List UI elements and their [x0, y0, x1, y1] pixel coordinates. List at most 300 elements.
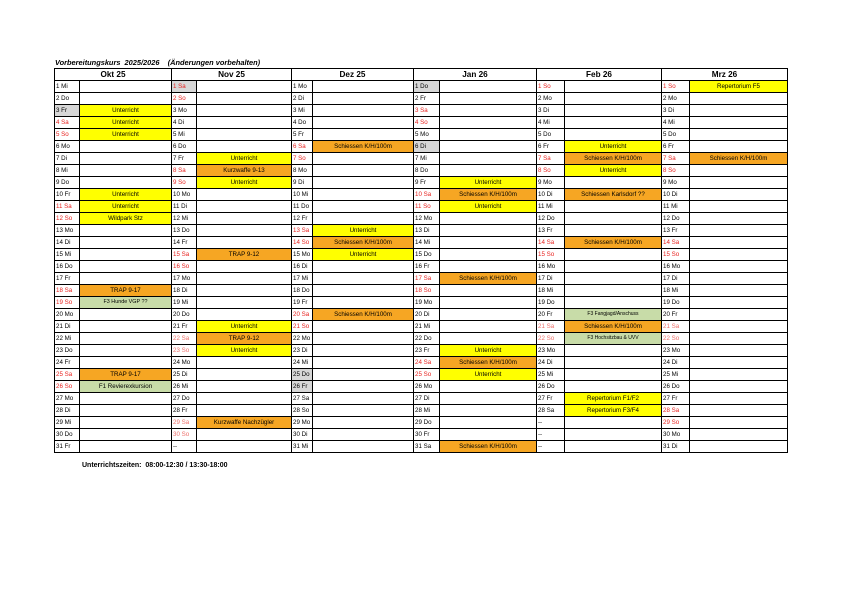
- event-cell: Unterricht: [440, 177, 537, 189]
- empty-event-cell: [565, 129, 662, 141]
- page-title: Vorbereitungskurs 2025/2026 (Änderungen vorbehalten): [55, 58, 261, 67]
- day-cell: 4 Sa: [55, 117, 80, 129]
- empty-event-cell: [690, 141, 788, 153]
- day-cell: 11 Di: [172, 201, 197, 213]
- day-cell: 14 Di: [55, 237, 80, 249]
- day-cell: 26 Do: [537, 381, 565, 393]
- empty-event-cell: [80, 393, 172, 405]
- empty-event-cell: [313, 129, 414, 141]
- day-cell: 29 So: [662, 417, 690, 429]
- day-cell: 26 Do: [662, 381, 690, 393]
- empty-event-cell: [690, 177, 788, 189]
- day-cell: 5 Do: [662, 129, 690, 141]
- day-cell: 20 Sa: [292, 309, 313, 321]
- day-cell: 26 Mo: [414, 381, 440, 393]
- empty-event-cell: [80, 417, 172, 429]
- calendar-row: [55, 273, 788, 285]
- day-cell: --: [172, 441, 197, 453]
- empty-event-cell: [440, 93, 537, 105]
- empty-event-cell: [565, 105, 662, 117]
- day-cell: 18 Mi: [537, 285, 565, 297]
- empty-event-cell: [565, 345, 662, 357]
- day-cell: 18 Sa: [55, 285, 80, 297]
- empty-event-cell: [565, 441, 662, 453]
- empty-event-cell: [565, 177, 662, 189]
- day-cell: 13 Mo: [55, 225, 80, 237]
- empty-event-cell: [440, 141, 537, 153]
- empty-event-cell: [440, 153, 537, 165]
- empty-event-cell: [690, 285, 788, 297]
- event-cell: Repertorium F3/F4: [565, 405, 662, 417]
- empty-event-cell: [313, 117, 414, 129]
- day-cell: 29 Mi: [55, 417, 80, 429]
- day-cell: 21 Fr: [172, 321, 197, 333]
- empty-event-cell: [197, 297, 292, 309]
- day-cell: 14 Sa: [537, 237, 565, 249]
- day-cell: 21 Di: [55, 321, 80, 333]
- empty-event-cell: [80, 141, 172, 153]
- day-cell: 27 Fr: [537, 393, 565, 405]
- empty-event-cell: [690, 321, 788, 333]
- day-cell: 6 Fr: [537, 141, 565, 153]
- empty-event-cell: [313, 333, 414, 345]
- day-cell: 21 Sa: [662, 321, 690, 333]
- empty-event-cell: [313, 81, 414, 93]
- calendar-row: [55, 345, 788, 357]
- day-cell: 12 Fr: [292, 213, 313, 225]
- event-cell: Schiessen K/H/100m: [313, 309, 414, 321]
- day-cell: 18 Di: [172, 285, 197, 297]
- empty-event-cell: [197, 369, 292, 381]
- calendar-row: [55, 429, 788, 441]
- day-cell: 6 Di: [414, 141, 440, 153]
- event-cell: Unterricht: [440, 369, 537, 381]
- day-cell: 7 Sa: [537, 153, 565, 165]
- day-cell: 10 Mo: [172, 189, 197, 201]
- empty-event-cell: [313, 153, 414, 165]
- day-cell: 8 Mi: [55, 165, 80, 177]
- day-cell: 28 Sa: [537, 405, 565, 417]
- day-cell: 28 Di: [55, 405, 80, 417]
- empty-event-cell: [197, 105, 292, 117]
- day-cell: 10 Sa: [414, 189, 440, 201]
- day-cell: 13 Fr: [662, 225, 690, 237]
- day-cell: 1 Sa: [172, 81, 197, 93]
- event-cell: F3 Fangjagd/Anschuss: [565, 309, 662, 321]
- empty-event-cell: [313, 297, 414, 309]
- event-cell: Unterricht: [197, 153, 292, 165]
- day-cell: 17 Di: [537, 273, 565, 285]
- empty-event-cell: [440, 285, 537, 297]
- event-cell: Unterricht: [80, 105, 172, 117]
- empty-event-cell: [80, 405, 172, 417]
- day-cell: 24 Mo: [172, 357, 197, 369]
- day-cell: 3 Sa: [414, 105, 440, 117]
- empty-event-cell: [565, 225, 662, 237]
- day-cell: 9 Di: [292, 177, 313, 189]
- day-cell: 10 Mi: [292, 189, 313, 201]
- empty-event-cell: [197, 213, 292, 225]
- empty-event-cell: [565, 285, 662, 297]
- event-cell: Kurzwaffe Nachzügler: [197, 417, 292, 429]
- empty-event-cell: [197, 237, 292, 249]
- calendar-row: [55, 129, 788, 141]
- empty-event-cell: [565, 381, 662, 393]
- day-cell: 15 Sa: [172, 249, 197, 261]
- day-cell: 3 Di: [662, 105, 690, 117]
- day-cell: 18 So: [414, 285, 440, 297]
- empty-event-cell: [440, 261, 537, 273]
- day-cell: 1 Mi: [55, 81, 80, 93]
- day-cell: 27 Do: [172, 393, 197, 405]
- day-cell: 24 Di: [537, 357, 565, 369]
- day-cell: 2 Mo: [537, 93, 565, 105]
- day-cell: 2 So: [172, 93, 197, 105]
- empty-event-cell: [197, 357, 292, 369]
- day-cell: 21 Mi: [414, 321, 440, 333]
- day-cell: 22 Sa: [172, 333, 197, 345]
- day-cell: 8 So: [662, 165, 690, 177]
- empty-event-cell: [565, 261, 662, 273]
- day-cell: 17 Sa: [414, 273, 440, 285]
- day-cell: 29 Do: [414, 417, 440, 429]
- event-cell: Unterricht: [80, 117, 172, 129]
- empty-event-cell: [197, 117, 292, 129]
- event-cell: Schiessen K/H/100m: [440, 357, 537, 369]
- event-cell: Schiessen K/H/100m: [565, 153, 662, 165]
- day-cell: 9 Mo: [537, 177, 565, 189]
- day-cell: 19 Do: [537, 297, 565, 309]
- day-cell: 11 Do: [292, 201, 313, 213]
- day-cell: 16 Fr: [414, 261, 440, 273]
- day-cell: 6 Fr: [662, 141, 690, 153]
- empty-event-cell: [440, 297, 537, 309]
- day-cell: 24 Fr: [55, 357, 80, 369]
- day-cell: 25 Mi: [662, 369, 690, 381]
- empty-event-cell: [440, 129, 537, 141]
- day-cell: 3 Mi: [292, 105, 313, 117]
- empty-event-cell: [80, 165, 172, 177]
- day-cell: 21 Sa: [537, 321, 565, 333]
- day-cell: 23 Fr: [414, 345, 440, 357]
- empty-event-cell: [80, 345, 172, 357]
- empty-event-cell: [80, 321, 172, 333]
- day-cell: 14 Mi: [414, 237, 440, 249]
- day-cell: 12 So: [55, 213, 80, 225]
- empty-event-cell: [80, 81, 172, 93]
- empty-event-cell: [313, 405, 414, 417]
- empty-event-cell: [440, 381, 537, 393]
- empty-event-cell: [690, 165, 788, 177]
- event-cell: TRAP 9-12: [197, 249, 292, 261]
- day-cell: 17 Mo: [172, 273, 197, 285]
- empty-event-cell: [313, 213, 414, 225]
- day-cell: 17 Fr: [55, 273, 80, 285]
- empty-event-cell: [690, 213, 788, 225]
- empty-event-cell: [565, 273, 662, 285]
- empty-event-cell: [440, 405, 537, 417]
- empty-event-cell: [313, 393, 414, 405]
- empty-event-cell: [80, 249, 172, 261]
- empty-event-cell: [690, 393, 788, 405]
- calendar-row: [55, 153, 788, 165]
- day-cell: 22 Mi: [55, 333, 80, 345]
- empty-event-cell: [197, 261, 292, 273]
- empty-event-cell: [565, 81, 662, 93]
- event-cell: Kurzwaffe 9-13: [197, 165, 292, 177]
- day-cell: 20 Mo: [55, 309, 80, 321]
- day-cell: 7 Mi: [414, 153, 440, 165]
- month-header: Nov 25: [172, 69, 292, 81]
- empty-event-cell: [197, 201, 292, 213]
- empty-event-cell: [313, 93, 414, 105]
- empty-event-cell: [690, 309, 788, 321]
- day-cell: 30 So: [172, 429, 197, 441]
- event-cell: Schiessen K/H/100m: [313, 141, 414, 153]
- empty-event-cell: [690, 417, 788, 429]
- month-header-row: [55, 69, 788, 81]
- empty-event-cell: [440, 417, 537, 429]
- day-cell: 20 Fr: [662, 309, 690, 321]
- day-cell: 13 Di: [414, 225, 440, 237]
- day-cell: 12 Mi: [172, 213, 197, 225]
- day-cell: 29 Sa: [172, 417, 197, 429]
- empty-event-cell: [690, 345, 788, 357]
- day-cell: 22 So: [537, 333, 565, 345]
- empty-event-cell: [313, 357, 414, 369]
- day-cell: 20 Di: [414, 309, 440, 321]
- day-cell: 25 Do: [292, 369, 313, 381]
- empty-event-cell: [690, 333, 788, 345]
- day-cell: 4 Mi: [537, 117, 565, 129]
- day-cell: 29 Mo: [292, 417, 313, 429]
- day-cell: 25 So: [414, 369, 440, 381]
- month-header: Feb 26: [537, 69, 662, 81]
- empty-event-cell: [440, 213, 537, 225]
- empty-event-cell: [440, 237, 537, 249]
- empty-event-cell: [440, 117, 537, 129]
- day-cell: 19 Mo: [414, 297, 440, 309]
- event-cell: Unterricht: [313, 225, 414, 237]
- day-cell: 16 Mo: [662, 261, 690, 273]
- calendar-row: [55, 369, 788, 381]
- day-cell: 20 Fr: [537, 309, 565, 321]
- day-cell: 12 Do: [662, 213, 690, 225]
- calendar-row: [55, 201, 788, 213]
- day-cell: --: [537, 429, 565, 441]
- calendar-row: [55, 405, 788, 417]
- day-cell: 14 Fr: [172, 237, 197, 249]
- day-cell: 24 Mi: [292, 357, 313, 369]
- day-cell: 2 Mo: [662, 93, 690, 105]
- course-calendar-table: [54, 68, 788, 453]
- month-header: Mrz 26: [662, 69, 788, 81]
- empty-event-cell: [690, 429, 788, 441]
- empty-event-cell: [313, 285, 414, 297]
- month-header: Jan 26: [414, 69, 537, 81]
- day-cell: 23 So: [172, 345, 197, 357]
- day-cell: 16 Di: [292, 261, 313, 273]
- day-cell: 5 Mo: [414, 129, 440, 141]
- day-cell: 19 Mi: [172, 297, 197, 309]
- event-cell: Unterricht: [565, 141, 662, 153]
- day-cell: 7 Di: [55, 153, 80, 165]
- day-cell: 16 Do: [55, 261, 80, 273]
- empty-event-cell: [313, 345, 414, 357]
- event-cell: Unterricht: [440, 345, 537, 357]
- day-cell: 3 Di: [537, 105, 565, 117]
- day-cell: 15 Do: [414, 249, 440, 261]
- day-cell: 7 Fr: [172, 153, 197, 165]
- empty-event-cell: [690, 189, 788, 201]
- event-cell: Schiessen K/H/100m: [565, 237, 662, 249]
- day-cell: 22 Mo: [292, 333, 313, 345]
- empty-event-cell: [197, 285, 292, 297]
- empty-event-cell: [690, 117, 788, 129]
- day-cell: 20 Do: [172, 309, 197, 321]
- empty-event-cell: [690, 405, 788, 417]
- day-cell: 27 Sa: [292, 393, 313, 405]
- day-cell: 15 So: [662, 249, 690, 261]
- empty-event-cell: [565, 201, 662, 213]
- day-cell: 4 Di: [172, 117, 197, 129]
- day-cell: 12 Mo: [414, 213, 440, 225]
- empty-event-cell: [565, 117, 662, 129]
- empty-event-cell: [690, 273, 788, 285]
- day-cell: 17 Mi: [292, 273, 313, 285]
- calendar-row: [55, 81, 788, 93]
- empty-event-cell: [690, 129, 788, 141]
- calendar-row: [55, 393, 788, 405]
- empty-event-cell: [565, 213, 662, 225]
- event-cell: Schiessen K/H/100m: [690, 153, 788, 165]
- calendar-row: [55, 165, 788, 177]
- empty-event-cell: [197, 225, 292, 237]
- empty-event-cell: [80, 225, 172, 237]
- calendar-row: [55, 333, 788, 345]
- empty-event-cell: [80, 429, 172, 441]
- empty-event-cell: [440, 225, 537, 237]
- empty-event-cell: [565, 369, 662, 381]
- calendar-row: [55, 225, 788, 237]
- calendar-row: [55, 321, 788, 333]
- event-cell: F3 Hochsitzbau & UVV: [565, 333, 662, 345]
- day-cell: 10 Di: [662, 189, 690, 201]
- day-cell: 25 Sa: [55, 369, 80, 381]
- day-cell: 19 Do: [662, 297, 690, 309]
- calendar-row: [55, 285, 788, 297]
- empty-event-cell: [565, 93, 662, 105]
- month-header: Dez 25: [292, 69, 414, 81]
- empty-event-cell: [313, 273, 414, 285]
- day-cell: 5 Fr: [292, 129, 313, 141]
- calendar-row: [55, 213, 788, 225]
- event-cell: Unterricht: [197, 321, 292, 333]
- day-cell: 23 Di: [292, 345, 313, 357]
- day-cell: 11 So: [414, 201, 440, 213]
- day-cell: 11 Mi: [662, 201, 690, 213]
- day-cell: 19 Fr: [292, 297, 313, 309]
- day-cell: 25 Mi: [537, 369, 565, 381]
- day-cell: 1 Do: [414, 81, 440, 93]
- empty-event-cell: [197, 129, 292, 141]
- calendar-row: [55, 177, 788, 189]
- calendar-row: [55, 189, 788, 201]
- day-cell: 25 Di: [172, 369, 197, 381]
- day-cell: 15 So: [537, 249, 565, 261]
- day-cell: 16 Mo: [537, 261, 565, 273]
- empty-event-cell: [80, 441, 172, 453]
- day-cell: 7 Sa: [662, 153, 690, 165]
- day-cell: 24 Sa: [414, 357, 440, 369]
- day-cell: 12 Do: [537, 213, 565, 225]
- calendar-row: [55, 261, 788, 273]
- empty-event-cell: [440, 333, 537, 345]
- calendar-row: [55, 381, 788, 393]
- event-cell: Schiessen K/H/100m: [565, 321, 662, 333]
- empty-event-cell: [565, 429, 662, 441]
- calendar-row: [55, 93, 788, 105]
- day-cell: 9 Mo: [662, 177, 690, 189]
- day-cell: 24 Di: [662, 357, 690, 369]
- empty-event-cell: [313, 189, 414, 201]
- day-cell: 8 So: [537, 165, 565, 177]
- empty-event-cell: [313, 429, 414, 441]
- day-cell: 11 Mi: [537, 201, 565, 213]
- empty-event-cell: [197, 189, 292, 201]
- day-cell: 17 Di: [662, 273, 690, 285]
- day-cell: 2 Fr: [414, 93, 440, 105]
- empty-event-cell: [80, 333, 172, 345]
- empty-event-cell: [690, 225, 788, 237]
- event-cell: Wildpark Stz: [80, 213, 172, 225]
- day-cell: 30 Fr: [414, 429, 440, 441]
- day-cell: 4 So: [414, 117, 440, 129]
- day-cell: 8 Sa: [172, 165, 197, 177]
- calendar-row: [55, 249, 788, 261]
- empty-event-cell: [197, 141, 292, 153]
- day-cell: 3 Fr: [55, 105, 80, 117]
- event-cell: Repertorium F1/F2: [565, 393, 662, 405]
- empty-event-cell: [313, 417, 414, 429]
- empty-event-cell: [80, 309, 172, 321]
- event-cell: Schiessen K/H/100m: [313, 237, 414, 249]
- day-cell: 18 Mi: [662, 285, 690, 297]
- calendar-row: [55, 357, 788, 369]
- empty-event-cell: [313, 261, 414, 273]
- day-cell: 27 Mo: [55, 393, 80, 405]
- day-cell: 23 Mo: [662, 345, 690, 357]
- empty-event-cell: [690, 261, 788, 273]
- day-cell: 30 Di: [292, 429, 313, 441]
- empty-event-cell: [313, 321, 414, 333]
- calendar-row: [55, 297, 788, 309]
- calendar-row: [55, 237, 788, 249]
- calendar-row: [55, 105, 788, 117]
- event-cell: Schiessen Karlsdorf ??: [565, 189, 662, 201]
- event-cell: TRAP 9-12: [197, 333, 292, 345]
- empty-event-cell: [313, 165, 414, 177]
- day-cell: 1 So: [537, 81, 565, 93]
- day-cell: 28 Sa: [662, 405, 690, 417]
- empty-event-cell: [80, 261, 172, 273]
- day-cell: 26 So: [55, 381, 80, 393]
- day-cell: 2 Di: [292, 93, 313, 105]
- day-cell: 1 Mo: [292, 81, 313, 93]
- event-cell: Unterricht: [197, 177, 292, 189]
- empty-event-cell: [197, 93, 292, 105]
- day-cell: 10 Fr: [55, 189, 80, 201]
